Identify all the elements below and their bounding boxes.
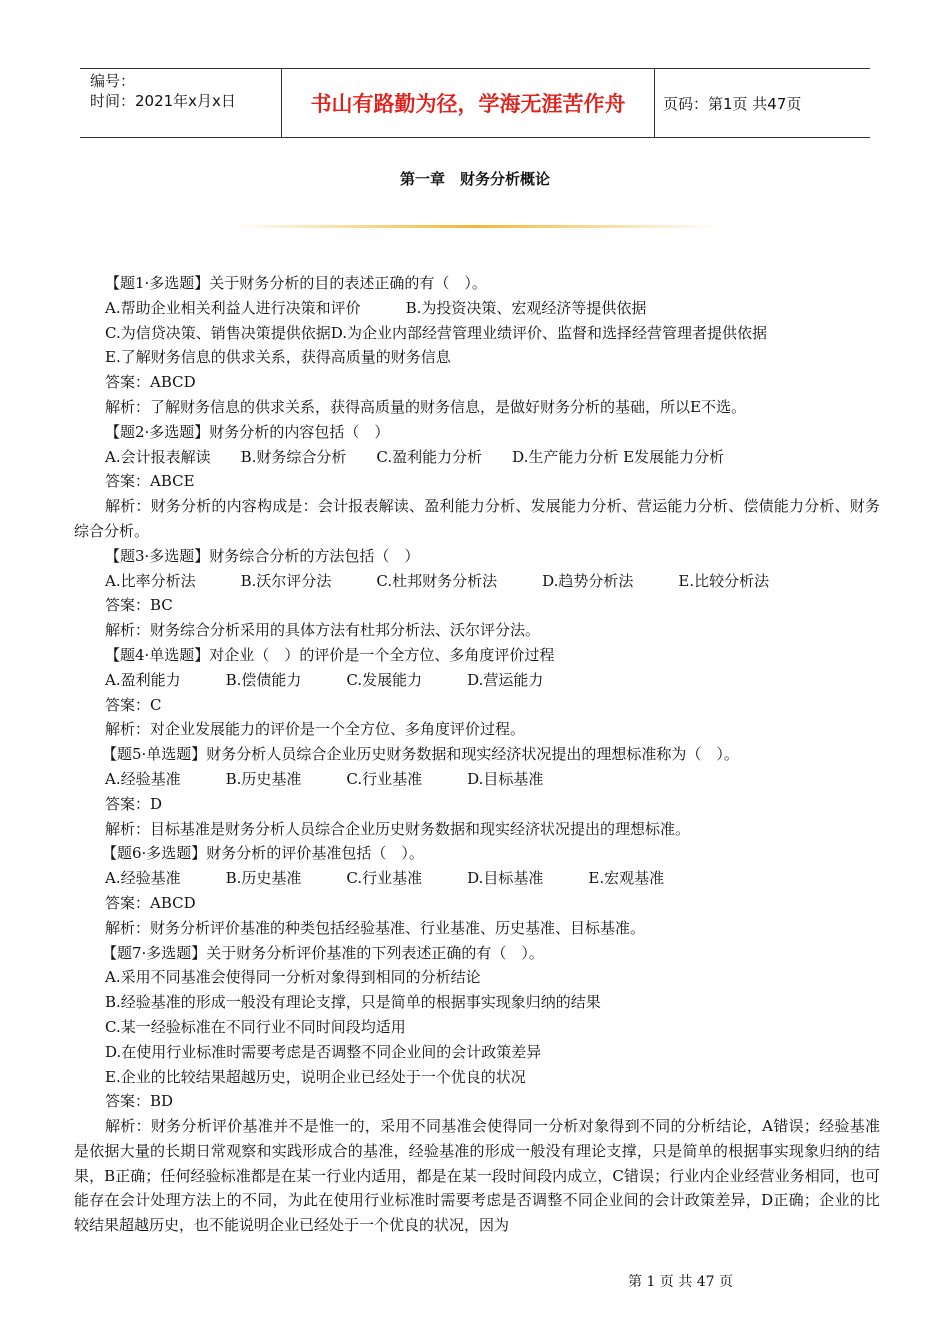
- question-answer: 答案：ABCE: [105, 472, 195, 491]
- question-analysis: 解析：对企业发展能力的评价是一个全方位、多角度评价过程。: [105, 720, 526, 739]
- question-analysis: 解析：了解财务信息的供求关系，获得高质量的财务信息，是做好财务分析的基础，所以E不选。: [105, 397, 746, 416]
- question-analysis: 解析：财务分析评价基准并不是惟一的，采用不同基准会使得同一分析对象得到不同的分析结论，A错误；经验基准是依据大量的长期日常观察和实践形成合的基准，经验基准的形成一般没有理论支撑，只是简单的根据事实现象归纳的结果，B正确；任何经验标准都是在某一行业内适用，都是在某一段时间段内成立，C错误；行业内企业经营业务相同，也可能存在会计处理方法上的不同，为此在使用行业标准时需要考虑是否调整不同企业间的会计政策差异，D正确；企业的比较结果超越历史，也不能说明企业已经处于一个优良的状况，因为: [74, 1117, 880, 1235]
- question-stem: 【题5·单选题】财务分析人员综合企业历史财务数据和现实经济状况提出的理想标准称为（ ）。: [102, 745, 739, 764]
- question-analysis: 解析：财务分析评价基准的种类包括经验基准、行业基准、历史基准、目标基准。: [105, 918, 646, 937]
- header-meta: [80, 69, 282, 137]
- question-answer: 答案：BD: [105, 1092, 174, 1111]
- question-analysis: 解析：财务综合分析采用的具体方法有杜邦分析法、沃尔评分法。: [105, 621, 541, 640]
- document-body: [74, 271, 880, 1238]
- time-label: 时间：2021年x月x日: [90, 92, 236, 110]
- question-options: C.某一经验标准在不同行业不同时间段均适用: [105, 1017, 406, 1036]
- question-options: A.比率分析法 B.沃尔评分法 C.杜邦财务分析法 D.趋势分析法 E.比较分析法: [105, 571, 770, 590]
- question-analysis: 解析：目标基准是财务分析人员综合企业历史财务数据和现实经济状况提出的理想标准。: [105, 819, 691, 838]
- question-stem: 【题3·多选题】财务综合分析的方法包括（ ）: [105, 546, 420, 565]
- question-options: B.经验基准的形成一般没有理论支撑，只是简单的根据事实现象归纳的结果: [105, 993, 601, 1012]
- question-options: A.经验基准 B.历史基准 C.行业基准 D.目标基准: [105, 769, 544, 788]
- question-options: E.企业的比较结果超越历史，说明企业已经处于一个优良的状况: [105, 1067, 526, 1086]
- question-stem: 【题1·多选题】关于财务分析的目的表述正确的有（ ）。: [105, 274, 487, 292]
- question-stem: 【题6·多选题】财务分析的评价基准包括（ ）。: [102, 844, 424, 863]
- question-answer: 答案：ABCD: [105, 893, 196, 912]
- header-page-info: 页码：第1页 共47页: [663, 94, 802, 113]
- question-analysis: 解析：财务分析的内容构成是：会计报表解读、盈利能力分析、发展能力分析、营运能力分析、偿债能力分析、财务综合分析。: [74, 497, 880, 540]
- chapter-title: 第一章 财务分析概论: [399, 170, 550, 188]
- question-options: A.盈利能力 B.偿债能力 C.发展能力 D.营运能力: [105, 670, 544, 689]
- question-stem: 【题2·多选题】财务分析的内容包括（ ）: [105, 422, 390, 441]
- question-options: C.为信贷决策、销售决策提供依据D.为企业内部经营管理业绩评价、监督和选择经营管理者提供依据: [105, 323, 767, 342]
- decorative-divider: [232, 225, 718, 228]
- question-options: E.了解财务信息的供求关系，获得高质量的财务信息: [105, 348, 451, 367]
- question-stem: 【题4·单选题】对企业（ ）的评价是一个全方位、多角度评价过程: [105, 645, 555, 664]
- page-footer: 第 1 页 共 47 页: [628, 1274, 733, 1290]
- question-answer: 答案：C: [105, 695, 162, 714]
- header-motto: 书山有路勤为径，学海无涯苦作舟: [282, 69, 655, 137]
- question-answer: 答案：BC: [105, 596, 173, 615]
- question-options: A.会计报表解读 B.财务综合分析 C.盈利能力分析 D.生产能力分析 E发展能力分析: [105, 447, 725, 466]
- question-options: A.采用不同基准会使得同一分析对象得到相同的分析结论: [105, 968, 481, 987]
- question-options: A.经验基准 B.历史基准 C.行业基准 D.目标基准 E.宏观基准: [105, 869, 665, 888]
- question-options: D.在使用行业标准时需要考虑是否调整不同企业间的会计政策差异: [105, 1042, 542, 1061]
- number-label: 编号：: [90, 72, 136, 90]
- question-options: A.帮助企业相关利益人进行决策和评价 B.为投资决策、宏观经济等提供依据: [105, 298, 647, 317]
- page-header: [80, 68, 870, 138]
- question-answer: 答案：D: [105, 794, 163, 813]
- question-answer: 答案：ABCD: [105, 373, 196, 392]
- question-stem: 【题7·多选题】关于财务分析评价基准的下列表述正确的有（ ）。: [102, 943, 544, 962]
